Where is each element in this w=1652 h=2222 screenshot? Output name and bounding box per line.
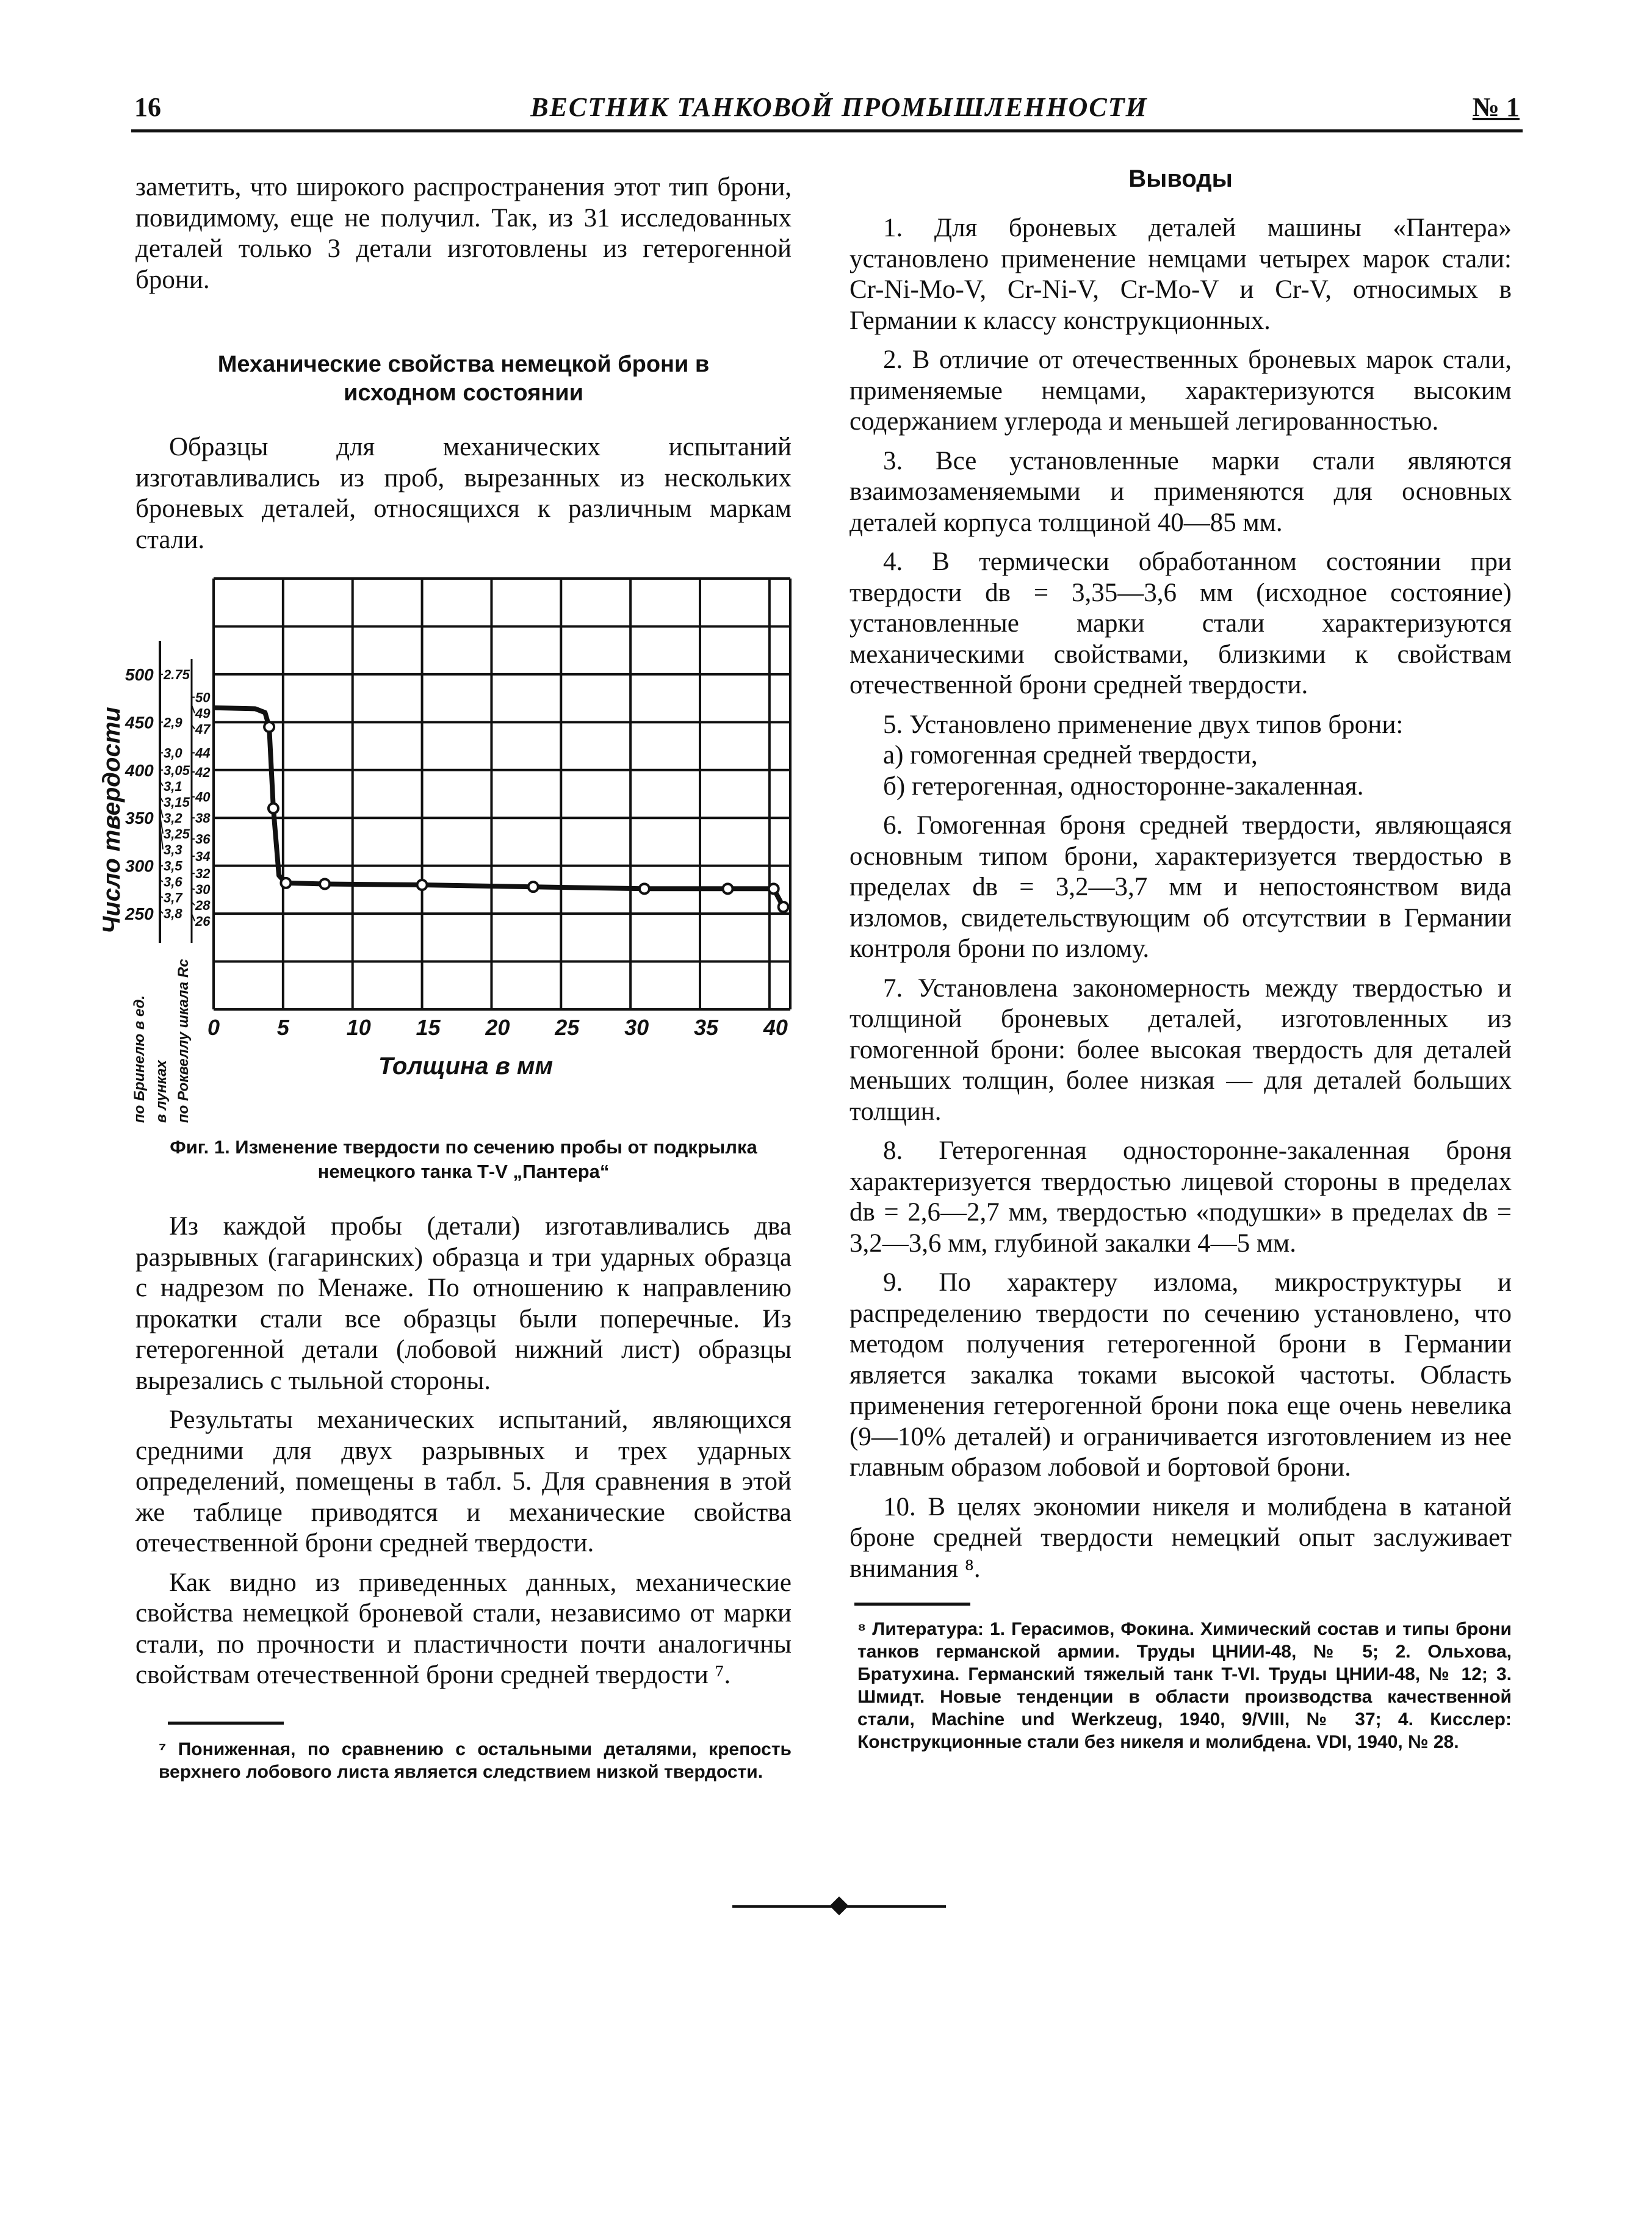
y-axis-sub-brinell: по Бринелю в ед. bbox=[131, 995, 148, 1123]
conclusion-item: 5. Установлено применение двух типов брони: bbox=[883, 710, 1404, 739]
data-point bbox=[320, 879, 330, 889]
y-tick-rockwell: 26 bbox=[195, 914, 211, 929]
conclusion-item: 2. В отличие от отечественных броневых марок стали, применяемые немцами, характеризуются высоким содержанием углерода и меньшей легированностью. bbox=[849, 345, 1512, 436]
section-heading: Механические свойства немецкой брони в исходном состоянии bbox=[217, 352, 710, 406]
x-tick-label: 15 bbox=[416, 1015, 441, 1040]
y-tick-brinell: 300 bbox=[125, 856, 154, 876]
y-tick-diameter: 3,7 bbox=[164, 890, 182, 906]
series-line bbox=[214, 708, 784, 907]
paragraph: Результаты механических испытаний, являющихся средними для двух разрывных и трех ударных определений, помещены в табл. 5. Для сравнения в этой же таблице приводятся и механические свойства отечественной брони средней твердости. bbox=[135, 1405, 792, 1557]
end-ornament-diamond bbox=[829, 1896, 848, 1915]
y-tick-rockwell: 44 bbox=[195, 745, 211, 761]
data-point bbox=[723, 884, 733, 893]
x-tick-label: 0 bbox=[207, 1015, 220, 1040]
conclusions-heading: Выводы bbox=[1128, 165, 1233, 192]
conclusion-item: 4. В термически обработанном состоянии при твердости dв = 3,35—3,6 мм (исходное состояние) установленные марки стали характеризуются механическими свойствами, близкими к свойствам отечественной брони средней твердости. bbox=[849, 547, 1512, 699]
conclusion-item: 7. Установлена закономерность между твердостью и толщиной броневых деталей, изготовленных из гомогенной брони: более высокая твердость для деталей меньших толщин, более низкая — для деталей больших толщин. bbox=[849, 973, 1512, 1126]
data-point bbox=[417, 880, 427, 890]
x-tick-label: 30 bbox=[624, 1015, 649, 1040]
data-point bbox=[269, 804, 278, 813]
y-tick-rockwell: 49 bbox=[195, 705, 211, 721]
x-tick-label: 25 bbox=[555, 1015, 580, 1040]
y-tick-rockwell: 32 bbox=[195, 866, 211, 882]
y-tick-diameter: 3,05 bbox=[164, 762, 190, 778]
data-point bbox=[528, 882, 538, 892]
chart-grid bbox=[214, 579, 790, 1009]
y-tick-rockwell: 50 bbox=[195, 690, 211, 705]
hardness-chart bbox=[92, 568, 792, 1129]
y-tick-diameter: 3,6 bbox=[164, 874, 182, 890]
y-tick-diameter: 3,2 bbox=[164, 810, 182, 826]
data-point bbox=[769, 884, 779, 893]
data-point bbox=[640, 884, 649, 893]
y-tick-diameter: 3,3 bbox=[164, 842, 182, 857]
y-tick-diameter: 3,15 bbox=[164, 794, 190, 810]
y-tick-rockwell: 38 bbox=[195, 810, 211, 826]
issue-number: № 1 bbox=[1472, 92, 1520, 122]
footnote-rule bbox=[854, 1603, 970, 1606]
y-tick-rockwell: 36 bbox=[195, 831, 211, 847]
y-tick-rockwell: 34 bbox=[195, 848, 211, 864]
paragraph: Из каждой пробы (детали) изготавливались два разрывных (гагаринских) образца и три ударных образца с надрезом по Менаже. По отношению к направлению прокатки стали все образцы были поперечные. Из гетерогенной детали (лобовой нижний лист) образцы вырезались с тыльной стороны. bbox=[135, 1212, 792, 1395]
paragraph: Образцы для механических испытаний изготавливались из проб, вырезанных из нескольких броневых деталей, относящихся к различным маркам стали. bbox=[135, 433, 792, 554]
y-axis-sub-diameter: в лунках bbox=[153, 1060, 170, 1123]
conclusion-item: 3. Все установленные марки стали являются взаимозаменяемыми и применяются для основных деталей корпуса толщиной 40—85 мм. bbox=[849, 446, 1512, 537]
y-tick-diameter: 3,0 bbox=[164, 745, 182, 761]
y-axis-sub-rockwell: по Роквеллу шкала Rc bbox=[175, 959, 192, 1123]
y-tick-rockwell: 28 bbox=[195, 898, 211, 914]
x-axis-label: Толщина в мм bbox=[378, 1053, 554, 1080]
x-tick-label: 10 bbox=[346, 1015, 371, 1040]
x-tick-label: 5 bbox=[276, 1015, 289, 1040]
y-tick-brinell: 350 bbox=[125, 809, 154, 828]
journal-title: ВЕСТНИК ТАНКОВОЙ ПРОМЫШЛЕННОСТИ bbox=[530, 92, 1148, 122]
y-tick-rockwell: 47 bbox=[195, 721, 211, 737]
y-tick-diameter: 3,8 bbox=[164, 906, 182, 922]
conclusion-item: а) гомогенная средней твердости, bbox=[883, 741, 1258, 770]
y-tick-brinell: 450 bbox=[125, 713, 154, 732]
y-tick-rockwell: 30 bbox=[195, 882, 211, 898]
intro-paragraph: заметить, что широкого распространения этот тип брони, повидимому, еще не получил. Так, из 31 исследованных деталей только 3 детали изготовлены из гетерогенной брони. bbox=[135, 173, 792, 294]
conclusion-item: б) гетерогенная, односторонне-закаленная. bbox=[883, 771, 1364, 801]
y-axis-label: Число твердости bbox=[98, 707, 125, 934]
y-tick-diameter: 3,5 bbox=[164, 858, 182, 874]
y-tick-brinell: 250 bbox=[125, 904, 154, 924]
page-number: 16 bbox=[134, 92, 161, 122]
chart-series bbox=[214, 708, 788, 912]
data-point bbox=[281, 878, 290, 888]
y-tick-diameter: 3,25 bbox=[164, 826, 190, 842]
paragraph: Как видно из приведенных данных, механические свойства немецкой броневой стали, независимо от марки стали, по прочности и пластичности почти аналогичны свойствам отечественной брони средней твердости ⁷. bbox=[135, 1568, 792, 1689]
conclusion-item: 6. Гомогенная броня средней твердости, являющаяся основным типом брони, характеризуется твердостью в пределах dв = 3,2—3,7 мм и непостоянством вида изломов, свидетельствующим об отсутствии в Германии контроля брони по излому. bbox=[849, 811, 1512, 963]
footnote-8: ⁸ Литература: 1. Герасимов, Фокина. Химический состав и типы брони танков германской армии. Труды ЦНИИ-48, № 5; 2. Ольхова, Братухина. Германский тяжелый танк T-VI. Труды ЦНИИ-48, № 12; 3. Шмидт. Новые тенденции в области производства качественной стали, Machine und Werkzeug, 1940, 9/VIII, № 37; 4. Кисслер: Конструкционные стали без никеля и молибдена. VDI, 1940, № 28. bbox=[857, 1619, 1512, 1752]
conclusion-item: 1. Для броневых деталей машины «Пантера» установлено применение немцами четырех марок стали: Cr-Ni-Mo-V, Cr-Ni-V, Cr-Mo-V и Cr-V, относимых в Германии к классу конструкционных. bbox=[849, 214, 1512, 335]
left-column bbox=[98, 172, 792, 1783]
conclusion-item: 8. Гетерогенная односторонне-закаленная броня характеризуется твердостью лицевой стороны в пределах dв = 2,6—2,7 мм, твердостью «подушки» в пределах dв = 3,2—3,6 мм, глубиной закалки 4—5 мм. bbox=[849, 1136, 1512, 1258]
y-tick-diameter: 2.75 bbox=[164, 666, 190, 682]
conclusion-item: 10. В целях экономии никеля и молибдена в катаной броне средней твердости немецкий опыт заслуживает внимания ⁸. bbox=[849, 1492, 1512, 1583]
x-tick-label: 40 bbox=[763, 1015, 788, 1040]
y-tick-diameter: 2,9 bbox=[164, 715, 182, 730]
figure-caption: Фиг. 1. Изменение твердости по сечению пробы от подкрылка немецкого танка Т-V „Пантера“ bbox=[170, 1136, 757, 1182]
y-tick-rockwell: 40 bbox=[195, 789, 211, 805]
footnote-rule bbox=[168, 1722, 284, 1725]
y-tick-rockwell: 42 bbox=[195, 764, 211, 780]
data-point bbox=[264, 722, 274, 732]
footnote-7: ⁷ Пониженная, по сравнению с остальными деталями, крепость верхнего лобового листа является следствием низкой твердости. bbox=[159, 1739, 792, 1782]
x-tick-label: 20 bbox=[485, 1015, 510, 1040]
x-tick-label: 35 bbox=[693, 1015, 719, 1040]
data-point bbox=[779, 902, 788, 912]
conclusion-item: 9. По характеру излома, микроструктуры и распределению твердости по сечению установлено, что методом получения гетерогенной брони в Германии является закалка токами высокой частоты. Область применения гетерогенной брони пока еще очень невелика (9—10% деталей) и ограничивается изготовлением из нее главным образом лобовой и бортовой брони. bbox=[849, 1268, 1512, 1482]
y-tick-brinell: 500 bbox=[125, 665, 154, 684]
y-tick-brinell: 400 bbox=[125, 760, 154, 780]
header-rule bbox=[131, 129, 1523, 132]
y-tick-diameter: 3,1 bbox=[164, 778, 182, 794]
chart-axes bbox=[124, 641, 788, 1040]
conclusions-column bbox=[849, 165, 1512, 1753]
